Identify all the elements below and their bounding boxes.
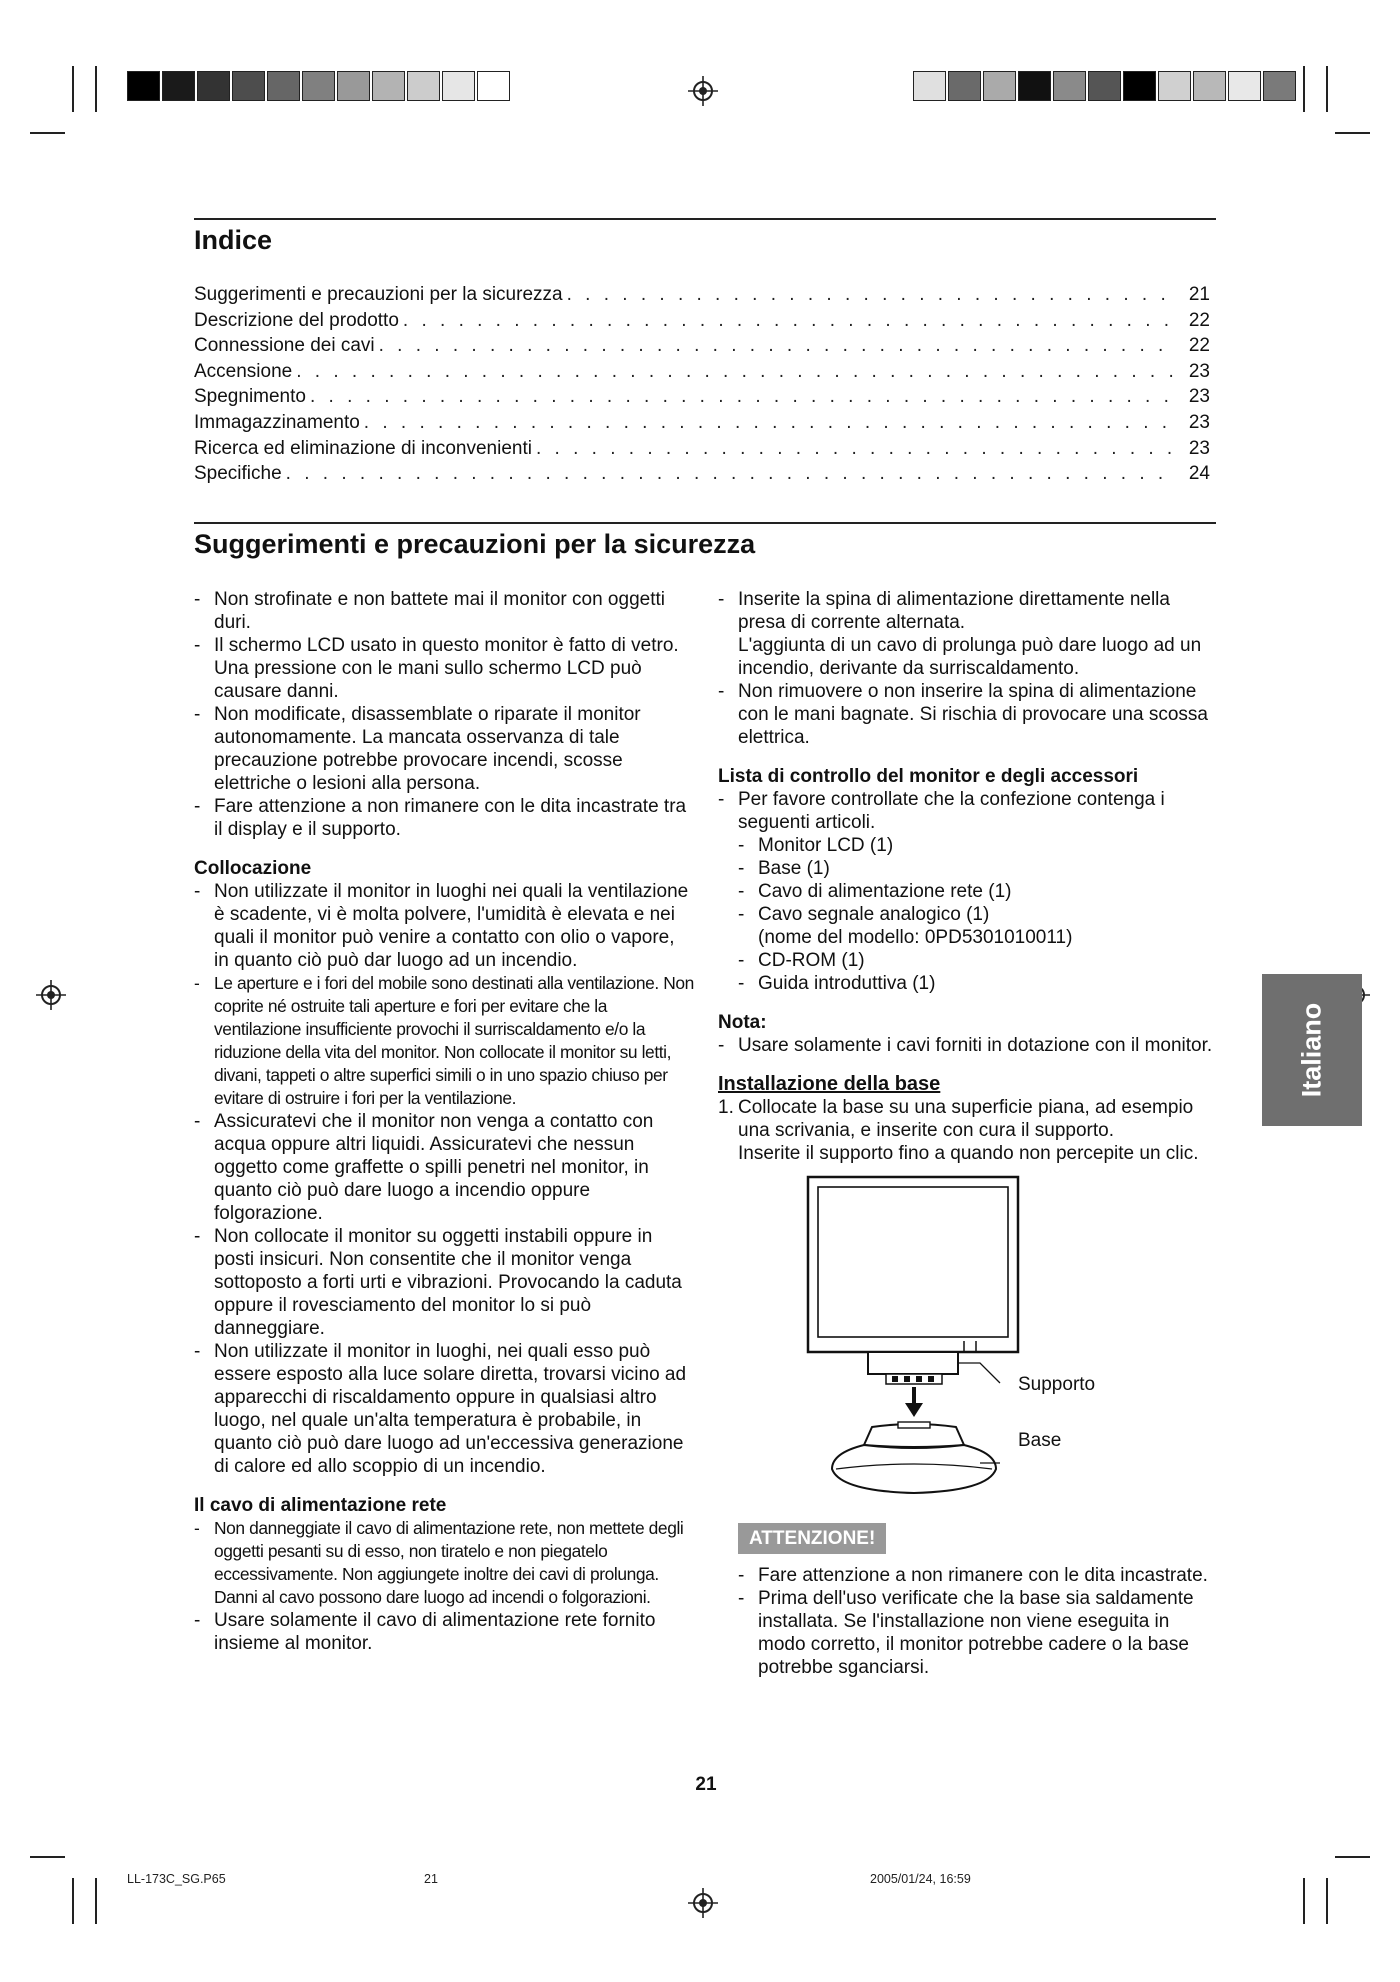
divider: [194, 218, 1216, 220]
crop-mark: [1335, 1856, 1370, 1858]
list-item: - Non modificate, disassemblate o riparate il monitor autonomamente. La mancata osservanza di tale precauzione potrebbe provocare incendi, scosse elettriche o lesioni alla persona.: [194, 703, 694, 795]
general-precautions-list: [194, 588, 694, 841]
divider: [194, 522, 1216, 524]
list-item: - Non rimuovere o non inserire la spina di alimentazione con le mani bagnate. Si rischia di provocare una scossa elettrica.: [718, 680, 1218, 749]
list-item: - CD-ROM (1): [738, 949, 1218, 972]
list-item: - Guida introduttiva (1): [738, 972, 1218, 995]
monitor-illustration-icon: [718, 1173, 1218, 1503]
crop-mark: [1303, 66, 1305, 112]
note-list: [718, 1034, 1218, 1057]
color-bar-right: [913, 71, 1298, 101]
crop-mark: [72, 66, 74, 112]
color-bar-left: [127, 71, 512, 101]
power-cable-list: [194, 1517, 694, 1655]
toc-entry[interactable]: Connessione dei cavi . . . 22: [194, 335, 1210, 361]
footer-file: LL-173C_SG.P65: [127, 1872, 226, 1886]
list-item: 1. Collocate la base su una superficie piana, ad esempio una scrivania, e inserite con cura il supporto.: [718, 1096, 1218, 1142]
list-item: - Fare attenzione a non rimanere con le dita incastrate tra il display e il supporto.: [194, 795, 694, 841]
label-supporto: Supporto: [1018, 1374, 1096, 1395]
toc-entry[interactable]: Ricerca ed eliminazione di inconvenienti . . . 23: [194, 438, 1210, 464]
table-of-contents: [194, 284, 1210, 489]
section-title: Suggerimenti e precauzioni per la sicurezza: [194, 529, 756, 559]
crop-mark: [72, 1878, 74, 1924]
crop-mark: [30, 1856, 65, 1858]
list-item: - Non danneggiate il cavo di alimentazione rete, non mettete degli oggetti pesanti su di esso, non tiratelo e non piegatelo eccessivamente. Non aggiungete inoltre dei cavi di prolunga. Danni al cavo possono dare luogo ad incendi o folgorazioni.: [194, 1517, 694, 1609]
subheading-note: Nota:: [718, 1012, 767, 1033]
list-item: - Usare solamente il cavo di alimentazione rete fornito insieme al monitor.: [194, 1609, 694, 1655]
power-cable-list-continued: [718, 588, 1218, 749]
toc-entry[interactable]: Spegnimento . . . 23: [194, 386, 1210, 412]
list-item: - Cavo di alimentazione rete (1): [738, 880, 1218, 903]
list-item: - Inserite la spina di alimentazione direttamente nella presa di corrente alternata.: [718, 588, 1218, 634]
list-item: - Per favore controllate che la confezione contenga i seguenti articoli.: [718, 788, 1218, 834]
checklist: [718, 788, 1218, 995]
list-item: L'aggiunta di un cavo di prolunga può dare luogo ad un incendio, derivante da surriscaldamento.: [738, 635, 1202, 679]
list-item: - Monitor LCD (1): [738, 834, 1218, 857]
list-item: - Non utilizzate il monitor in luoghi nei quali la ventilazione è scadente, vi è molta polvere, l'umidità è elevata e nei quali il monitor può venire a contatto con olio o vapore, in quanto ciò può dar luogo ad un incendio.: [194, 880, 694, 972]
list-item: - Il schermo LCD usato in questo monitor è fatto di vetro.: [194, 634, 694, 657]
list-item: - Base (1): [738, 857, 1218, 880]
crop-mark: [1326, 66, 1328, 112]
footer-page: 21: [424, 1872, 438, 1886]
subheading-power-cable: Il cavo di alimentazione rete: [194, 1495, 447, 1516]
footer-date: 2005/01/24, 16:59: [870, 1872, 971, 1886]
subheading-checklist: Lista di controllo del monitor e degli accessori: [718, 766, 1139, 787]
crop-mark: [1326, 1878, 1328, 1924]
list-item: Inserite il supporto fino a quando non percepite un clic.: [738, 1143, 1199, 1164]
list-item: - Fare attenzione a non rimanere con le dita incastrate.: [738, 1564, 1218, 1587]
list-item: - Cavo segnale analogico (1): [738, 903, 1218, 926]
list-item: - Usare solamente i cavi forniti in dotazione con il monitor.: [718, 1034, 1218, 1057]
subheading-install: Installazione della base: [718, 1073, 941, 1095]
toc-entry[interactable]: Accensione . . . 23: [194, 361, 1210, 387]
registration-mark-icon: [688, 76, 718, 106]
crop-mark: [1303, 1878, 1305, 1924]
right-column: [718, 588, 1218, 1679]
base-installation-figure: [718, 1173, 1218, 1503]
language-tab-label: Italiano: [1296, 1002, 1327, 1098]
list-item: - Le aperture e i fori del mobile sono destinati alla ventilazione. Non coprite né ostruite tali aperture e fori per evitare che la ventilazione insufficiente provochi il surriscaldamento e/o la riduzione della vita del monitor. Non collocate il monitor su letti, divani, tappeti o altre superfici simili o in uno spazio chiuso per evitare di ostruire i fori per la ventilazione.: [194, 972, 694, 1110]
list-item: Una pressione con le mani sullo schermo LCD può causare danni.: [214, 658, 642, 702]
caution-list: [738, 1564, 1218, 1679]
list-item: - Non strofinate e non battete mai il monitor con oggetti duri.: [194, 588, 694, 634]
language-tab: [1262, 974, 1362, 1126]
list-item: - Non utilizzate il monitor in luoghi, nei quali esso può essere esposto alla luce solare diretta, trovarsi vicino ad apparecchi di riscaldamento oppure in qualsiasi altro luogo, nel quale un'alta temperatura è probabile, in quanto ciò può dare luogo ad un'eccessiva generazione di calore ed allo scoppio di un incendio.: [194, 1340, 694, 1478]
crop-mark: [95, 66, 97, 112]
toc-entry[interactable]: Descrizione del prodotto . . . 22: [194, 310, 1210, 336]
list-item: (nome del modello: 0PD5301010011): [758, 927, 1073, 948]
crop-mark: [30, 132, 65, 134]
registration-mark-icon: [688, 1888, 718, 1918]
placement-list: [194, 880, 694, 1478]
list-item: - Assicuratevi che il monitor non venga a contatto con acqua oppure altri liquidi. Assicuratevi che nessun oggetto come graffette o spilli penetri nel monitor, in quanto ciò può dare luogo a incendio oppure folgorazione.: [194, 1110, 694, 1225]
list-item: - Prima dell'uso verificate che la base sia saldamente installata. Se l'installazione non viene eseguita in modo corretto, il monitor potrebbe cadere o la base potrebbe sganciarsi.: [738, 1587, 1218, 1679]
label-base: Base: [1018, 1430, 1062, 1451]
registration-mark-icon: [36, 980, 66, 1010]
toc-entry[interactable]: Immagazzinamento . . . 23: [194, 412, 1210, 438]
subheading-placement: Collocazione: [194, 858, 312, 879]
left-column: [194, 588, 694, 1655]
page-number: 21: [695, 1774, 717, 1795]
toc-entry[interactable]: Suggerimenti e precauzioni per la sicurezza . . . 21: [194, 284, 1210, 310]
toc-entry[interactable]: Specifiche . . . 24: [194, 463, 1210, 489]
crop-mark: [1335, 132, 1370, 134]
caution-badge: ATTENZIONE!: [738, 1523, 886, 1554]
toc-title: Indice: [194, 225, 273, 255]
install-steps: [718, 1096, 1218, 1165]
list-item: - Non collocate il monitor su oggetti instabili oppure in posti insicuri. Non consentite che il monitor venga sottoposto a forti urti e vibrazioni. Provocando la caduta oppure il rovesciamento del monitor lo si può danneggiare.: [194, 1225, 694, 1340]
crop-mark: [95, 1878, 97, 1924]
